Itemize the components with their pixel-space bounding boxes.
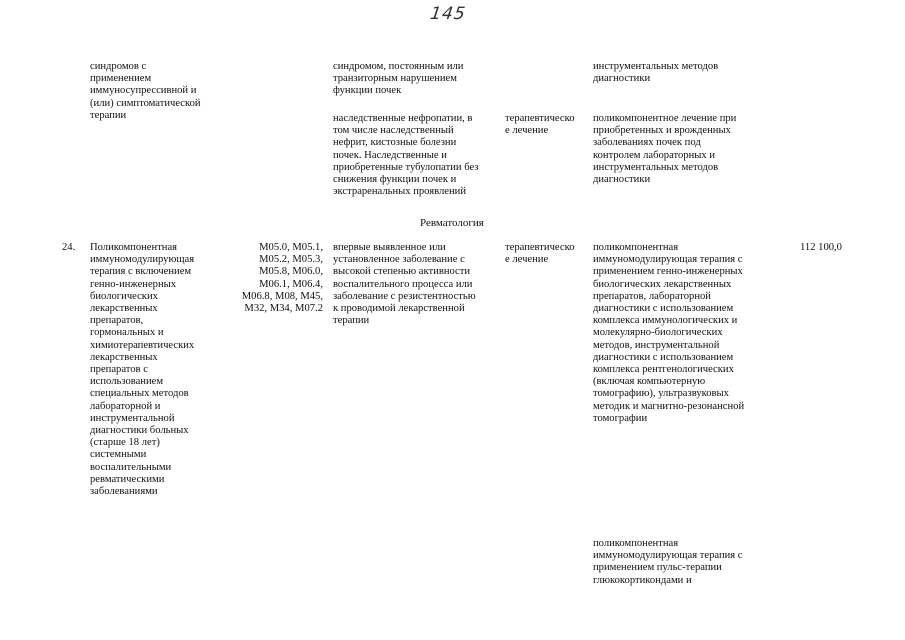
item24-cost-text: 112 100,0 [800,242,842,253]
section-title: Ревматология [420,217,484,229]
row1-model-text: синдромом, постоянным или транзиторным нарушением функции почек [333,61,464,97]
item24-model-text: впервые выявленное или установленное заболевание с высокой степенью активности воспалительного процесса или заболевание с резистентностью к проводимой лекарственной терапии [333,242,476,327]
row1-method-text: инструментальных методов диагностики [593,61,719,85]
left-continuation-text: синдромов с применением иммуносупрессивной и (или) симптоматической терапии [90,61,201,121]
row2-method-text: поликомпонентное лечение при приобретенных и врожденных заболеваниях почек под контролем лабораторных и инструментальных методов диагностики [593,113,737,186]
item24-codes-text: M05.0, M05.1, M05.2, M05.3, M05.8, M06.0, M06.1, M06.4, M06.8, M08, M45, M32, M34, M07.2 [241,242,323,315]
item24-number: 24. [62,242,76,253]
item24-method2-text: поликомпонентная иммуномодулирующая терапия с применением пульс-терапии глюкокортикондами и [593,538,743,586]
row2-model-text: наследственные нефропатии, в том числе наследственный нефрит, кистозные болезни почек. Наследственные и приобретенные тубулопатии без снижения функции почек и экстраренальных проявлений [333,113,479,198]
item24-name-text: Поликомпонентная иммуномодулирующая терапия с включением генно-инженерных биологических лекарственных препаратов, гормональных и химиотерапевтических лекарственных препаратов с использованием специальных методов лабораторной и инструментальной диагностики больных (старше 18 лет) системными воспалительными ревматическими заболеваниями [90,242,195,498]
page-number: 145 [428,4,468,24]
item24-type-text: терапевтическо е лечение [505,242,575,266]
row2-type-text: терапевтическо е лечение [505,113,575,137]
item24-method-text: поликомпонентная иммуномодулирующая терапия с применением генно-инженерных биологических лекарственных препаратов, лабораторной диагностики с использованием комплекса иммунологических и молекулярно-биологических методов, инструментальной диагностики с использованием комплекса рентгенологических (включая компьютерную томографию), ультразвуковых методик и магнитно-резонансной томографии [593,242,745,424]
